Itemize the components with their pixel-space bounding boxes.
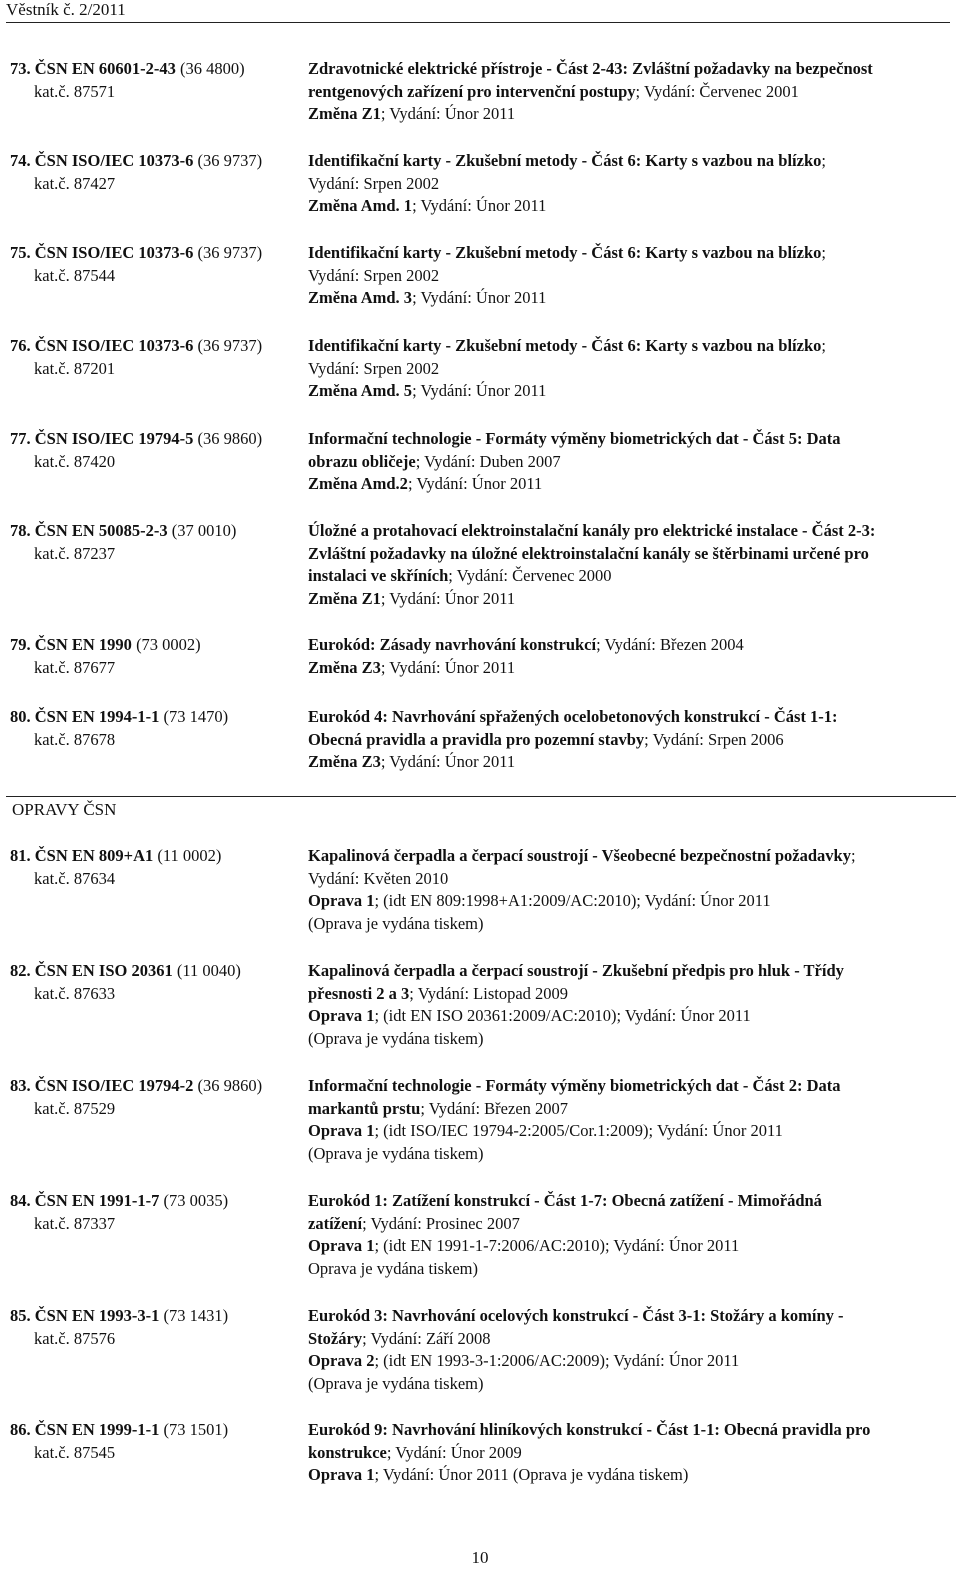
standard-code: ČSN EN 1991-1-7 xyxy=(34,1191,160,1210)
description-line xyxy=(308,520,948,543)
text-segment: ; (idt EN ISO 20361:2009/AC:2010); Vydání: Únor 2011 xyxy=(374,1006,751,1025)
text-segment: Obecná pravidla a pravidla pro pozemní stavby xyxy=(308,729,645,749)
classification-code: (73 0035) xyxy=(159,1191,229,1210)
text-segment: ; Vydání: Únor 2011 xyxy=(380,657,516,677)
description-line xyxy=(308,868,948,891)
description-line xyxy=(308,473,948,496)
text-segment: ; (idt EN 1993-3-1:2006/AC:2009); Vydání: Únor 2011 xyxy=(374,1351,740,1370)
description-line xyxy=(308,428,948,451)
text-segment: ; Vydání: Duben 2007 xyxy=(415,451,561,471)
text-segment: Identifikační karty - Zkušební metody - Část 6: Karty s vazbou na blízko xyxy=(308,336,822,355)
standard-entry xyxy=(0,1305,960,1395)
description-line xyxy=(308,845,948,868)
classification-code: (36 9860) xyxy=(193,429,263,448)
entry-number: 81. xyxy=(10,846,35,865)
classification-code: (36 9737) xyxy=(193,243,263,262)
standard-entry xyxy=(0,960,960,1050)
description-line xyxy=(308,1190,948,1213)
entry-number: 86. xyxy=(10,1420,35,1439)
text-segment: Zvláštní požadavky na úložné elektroinstalační kanály se štěrbinami určené pro xyxy=(308,543,869,563)
entry-description xyxy=(308,1419,948,1487)
description-line xyxy=(308,287,948,310)
entry-identifier xyxy=(0,706,308,774)
description-line xyxy=(308,1005,948,1028)
classification-code: (73 1470) xyxy=(159,707,229,726)
description-line xyxy=(308,1235,948,1258)
text-segment: ; Vydání: Únor 2011 xyxy=(412,381,547,400)
description-line xyxy=(308,729,948,752)
entry-description xyxy=(308,845,948,935)
entry-description xyxy=(308,150,948,218)
text-segment: ; Vydání: Prosinec 2007 xyxy=(362,1213,520,1233)
text-segment: Informační technologie - Formáty výměny biometrických dat - Část 5: Data xyxy=(308,429,841,448)
text-segment: Úložné a protahovací elektroinstalační kanály pro elektrické instalace - Část 2-3: xyxy=(308,521,876,540)
catalog-number: kat.č. 87677 xyxy=(34,657,116,677)
bulletin-header: Věstník č. 2/2011 xyxy=(6,0,950,23)
text-segment: Oprava 1 xyxy=(308,1006,375,1025)
description-line xyxy=(308,1028,948,1051)
description-line xyxy=(308,1120,948,1143)
entry-description xyxy=(308,428,948,496)
catalog-number: kat.č. 87571 xyxy=(34,81,116,101)
description-line xyxy=(308,890,948,913)
text-segment: Změna Z1 xyxy=(308,104,381,123)
entry-description xyxy=(308,242,948,310)
text-segment: ; Vydání: Červenec 2000 xyxy=(448,566,612,585)
description-line xyxy=(308,1143,948,1166)
text-segment: ; Vydání: Únor 2011 xyxy=(412,196,547,215)
text-segment: ; xyxy=(850,846,856,865)
description-line xyxy=(308,358,948,381)
text-segment: Eurokód: Zásady navrhování konstrukcí xyxy=(308,635,597,654)
entry-number: 73. xyxy=(10,59,35,78)
description-line xyxy=(308,195,948,218)
entry-number: 82. xyxy=(10,961,35,980)
entry-identifier xyxy=(0,335,308,403)
entry-identifier xyxy=(0,845,308,935)
text-segment: ; Vydání: Březen 2004 xyxy=(596,635,744,654)
text-segment: Vydání: Srpen 2002 xyxy=(308,358,440,378)
standard-code: ČSN EN 1993-3-1 xyxy=(34,1306,160,1325)
entry-identifier xyxy=(0,242,308,310)
text-segment: (Oprava je vydána tiskem) xyxy=(308,1028,484,1048)
entry-number: 79. xyxy=(10,635,35,654)
standard-entry xyxy=(0,242,960,310)
classification-code: (36 9737) xyxy=(193,336,263,355)
catalog-number: kat.č. 87678 xyxy=(34,729,116,749)
description-line xyxy=(308,1373,948,1396)
standard-entry xyxy=(0,1419,960,1487)
catalog-number: kat.č. 87201 xyxy=(34,358,116,378)
text-segment: zatížení xyxy=(308,1213,363,1233)
description-line xyxy=(308,335,948,358)
description-line xyxy=(308,983,948,1006)
description-line xyxy=(308,1213,948,1236)
text-segment: ; Vydání: Únor 2011 xyxy=(407,474,543,493)
text-segment: Eurokód 4: Navrhování spřažených ocelobetonových konstrukcí - Část 1-1: xyxy=(308,707,838,726)
catalog-number: kat.č. 87427 xyxy=(34,173,116,193)
text-segment: markantů prstu xyxy=(308,1098,421,1118)
description-line xyxy=(308,265,948,288)
standard-code: ČSN EN 50085-2-3 xyxy=(34,521,168,540)
entry-description xyxy=(308,1075,948,1165)
description-line xyxy=(308,1098,948,1121)
description-line xyxy=(308,657,948,680)
classification-code: (11 0002) xyxy=(153,846,222,865)
standard-entry xyxy=(0,706,960,774)
text-segment: konstrukce xyxy=(308,1442,387,1462)
text-segment: Zdravotnické elektrické přístroje - Část 2-43: Zvláštní požadavky na bezpečnost xyxy=(308,59,873,78)
description-line xyxy=(308,1328,948,1351)
description-line xyxy=(308,1075,948,1098)
description-line xyxy=(308,565,948,588)
text-segment: ; xyxy=(821,336,826,355)
text-segment: (Oprava je vydána tiskem) xyxy=(308,1143,484,1163)
standard-entry xyxy=(0,428,960,496)
text-segment: Změna Amd.2 xyxy=(308,474,408,493)
catalog-number: kat.č. 87545 xyxy=(34,1442,116,1462)
standard-code: ČSN ISO/IEC 10373-6 xyxy=(34,151,194,170)
catalog-number: kat.č. 87237 xyxy=(34,543,116,563)
entry-description xyxy=(308,1190,948,1280)
description-line xyxy=(308,173,948,196)
standard-code: ČSN ISO/IEC 10373-6 xyxy=(34,336,194,355)
description-line xyxy=(308,58,948,81)
text-segment: Oprava je vydána tiskem) xyxy=(308,1258,478,1278)
description-line xyxy=(308,1350,948,1373)
catalog-number: kat.č. 87576 xyxy=(34,1328,116,1348)
text-segment: Oprava 1 xyxy=(308,1465,375,1484)
entry-identifier xyxy=(0,634,308,679)
text-segment: ; (idt EN 1991-1-7:2006/AC:2010); Vydání: Únor 2011 xyxy=(374,1236,740,1255)
text-segment: Vydání: Srpen 2002 xyxy=(308,173,440,193)
entry-identifier xyxy=(0,960,308,1050)
entry-number: 77. xyxy=(10,429,35,448)
standard-code: ČSN EN 1994-1-1 xyxy=(34,707,160,726)
description-line xyxy=(308,1419,948,1442)
text-segment: ; Vydání: Listopad 2009 xyxy=(409,983,569,1003)
text-segment: Identifikační karty - Zkušební metody - Část 6: Karty s vazbou na blízko xyxy=(308,151,822,170)
text-segment: ; Vydání: Únor 2011 xyxy=(412,288,547,307)
text-segment: Identifikační karty - Zkušební metody - Část 6: Karty s vazbou na blízko xyxy=(308,243,822,262)
entry-description xyxy=(308,1305,948,1395)
standard-entry xyxy=(0,58,960,126)
description-line xyxy=(308,634,948,657)
entry-description xyxy=(308,335,948,403)
entry-identifier xyxy=(0,1305,308,1395)
classification-code: (73 1431) xyxy=(159,1306,229,1325)
text-segment: Stožáry xyxy=(308,1328,363,1348)
catalog-number: kat.č. 87634 xyxy=(34,868,116,888)
description-line xyxy=(308,150,948,173)
description-line xyxy=(308,451,948,474)
section-title: OPRAVY ČSN xyxy=(6,796,956,821)
text-segment: Změna Z3 xyxy=(308,657,381,677)
standard-entry xyxy=(0,1190,960,1280)
text-segment: ; Vydání: Únor 2011 xyxy=(380,752,516,771)
description-line xyxy=(308,380,948,403)
description-line xyxy=(308,913,948,936)
standard-entry xyxy=(0,150,960,218)
text-segment: ; xyxy=(821,151,826,170)
description-line xyxy=(308,1442,948,1465)
standard-code: ČSN EN ISO 20361 xyxy=(34,961,173,980)
entry-number: 75. xyxy=(10,243,35,262)
entry-description xyxy=(308,706,948,774)
description-line xyxy=(308,588,948,611)
classification-code: (73 1501) xyxy=(159,1420,229,1439)
entry-identifier xyxy=(0,1419,308,1487)
text-segment: ; Vydání: Srpen 2006 xyxy=(644,729,784,749)
standard-entry xyxy=(0,845,960,935)
text-segment: Vydání: Květen 2010 xyxy=(308,868,449,888)
text-segment: Eurokód 3: Navrhování ocelových konstrukcí - Část 3-1: Stožáry a komíny - xyxy=(308,1306,844,1325)
text-segment: Oprava 1 xyxy=(308,1121,375,1140)
description-line xyxy=(308,1305,948,1328)
description-line xyxy=(308,751,948,774)
entry-number: 85. xyxy=(10,1306,35,1325)
description-line xyxy=(308,242,948,265)
text-segment: ; Vydání: Únor 2011 (Oprava je vydána tiskem) xyxy=(374,1465,689,1484)
entry-identifier xyxy=(0,150,308,218)
text-segment: Vydání: Srpen 2002 xyxy=(308,265,440,285)
text-segment: ; Vydání: Únor 2011 xyxy=(380,588,516,608)
text-segment: ; (idt EN 809:1998+A1:2009/AC:2010); Vydání: Únor 2011 xyxy=(374,891,771,910)
page-number: 10 xyxy=(471,1548,489,1567)
text-segment: rentgenových zařízení pro intervenční postupy xyxy=(308,81,636,101)
entry-number: 74. xyxy=(10,151,35,170)
classification-code: (37 0010) xyxy=(167,521,237,540)
text-segment: přesnosti 2 a 3 xyxy=(308,983,410,1003)
classification-code: (36 9860) xyxy=(193,1076,263,1095)
text-segment: Změna Z3 xyxy=(308,752,381,771)
catalog-number: kat.č. 87529 xyxy=(34,1098,116,1118)
standard-code: ČSN EN 60601-2-43 xyxy=(34,59,176,78)
text-segment: Změna Z1 xyxy=(308,588,381,608)
text-segment: ; Vydání: Březen 2007 xyxy=(420,1098,569,1118)
entry-number: 78. xyxy=(10,521,35,540)
standard-code: ČSN EN 1999-1-1 xyxy=(34,1420,160,1439)
text-segment: Eurokód 9: Navrhování hliníkových konstrukcí - Část 1-1: Obecná pravidla pro xyxy=(308,1420,871,1439)
text-segment: ; (idt ISO/IEC 19794-2:2005/Cor.1:2009); Vydání: Únor 2011 xyxy=(374,1121,783,1140)
text-segment: (Oprava je vydána tiskem) xyxy=(308,1373,484,1393)
text-segment: Informační technologie - Formáty výměny biometrických dat - Část 2: Data xyxy=(308,1076,841,1095)
entry-number: 84. xyxy=(10,1191,35,1210)
entry-number: 76. xyxy=(10,336,35,355)
entry-description xyxy=(308,634,948,679)
text-segment: ; Vydání: Červenec 2001 xyxy=(635,81,799,101)
standard-code: ČSN EN 1990 xyxy=(34,635,132,654)
standard-entry xyxy=(0,520,960,610)
entry-description xyxy=(308,58,948,126)
text-segment: Změna Amd. 1 xyxy=(308,196,413,215)
classification-code: (11 0040) xyxy=(172,961,241,980)
standard-code: ČSN ISO/IEC 19794-2 xyxy=(34,1076,194,1095)
entry-number: 80. xyxy=(10,707,35,726)
standard-code: ČSN EN 809+A1 xyxy=(34,846,154,865)
classification-code: (36 9737) xyxy=(193,151,263,170)
entry-identifier xyxy=(0,1075,308,1165)
text-segment: obrazu obličeje xyxy=(308,451,416,471)
text-segment: Změna Amd. 3 xyxy=(308,288,413,307)
text-segment: Eurokód 1: Zatížení konstrukcí - Část 1-7: Obecná zatížení - Mimořádná xyxy=(308,1191,822,1210)
text-segment: instalaci ve skříních xyxy=(308,566,449,585)
entry-identifier xyxy=(0,58,308,126)
entry-identifier xyxy=(0,428,308,496)
text-segment: Oprava 2 xyxy=(308,1351,375,1370)
entry-description xyxy=(308,960,948,1050)
entry-identifier xyxy=(0,1190,308,1280)
description-line xyxy=(308,81,948,104)
text-segment: Kapalinová čerpadla a čerpací soustrojí - Všeobecné bezpečnostní požadavky xyxy=(308,846,851,865)
text-segment: Oprava 1 xyxy=(308,891,375,910)
text-segment: ; Vydání: Únor 2011 xyxy=(380,104,516,123)
text-segment: Kapalinová čerpadla a čerpací soustrojí - Zkušební předpis pro hluk - Třídy xyxy=(308,961,844,980)
description-line xyxy=(308,103,948,126)
description-line xyxy=(308,706,948,729)
catalog-number: kat.č. 87544 xyxy=(34,265,116,285)
standard-code: ČSN ISO/IEC 19794-5 xyxy=(34,429,194,448)
text-segment: ; Vydání: Září 2008 xyxy=(362,1328,491,1348)
classification-code: (36 4800) xyxy=(175,59,245,78)
classification-code: (73 0002) xyxy=(131,635,201,654)
text-segment: (Oprava je vydána tiskem) xyxy=(308,913,484,933)
text-segment: ; xyxy=(821,243,826,262)
entry-identifier xyxy=(0,520,308,610)
text-segment: ; Vydání: Únor 2009 xyxy=(386,1442,522,1462)
description-line xyxy=(308,543,948,566)
description-line xyxy=(308,1464,948,1487)
standard-entry xyxy=(0,634,960,679)
catalog-number: kat.č. 87337 xyxy=(34,1213,116,1233)
description-line xyxy=(308,1258,948,1281)
catalog-number: kat.č. 87420 xyxy=(34,451,116,471)
catalog-number: kat.č. 87633 xyxy=(34,983,116,1003)
standard-entry xyxy=(0,335,960,403)
standard-code: ČSN ISO/IEC 10373-6 xyxy=(34,243,194,262)
entry-number: 83. xyxy=(10,1076,35,1095)
text-segment: Oprava 1 xyxy=(308,1236,375,1255)
description-line xyxy=(308,960,948,983)
entry-description xyxy=(308,520,948,610)
text-segment: Změna Amd. 5 xyxy=(308,381,413,400)
standard-entry xyxy=(0,1075,960,1165)
